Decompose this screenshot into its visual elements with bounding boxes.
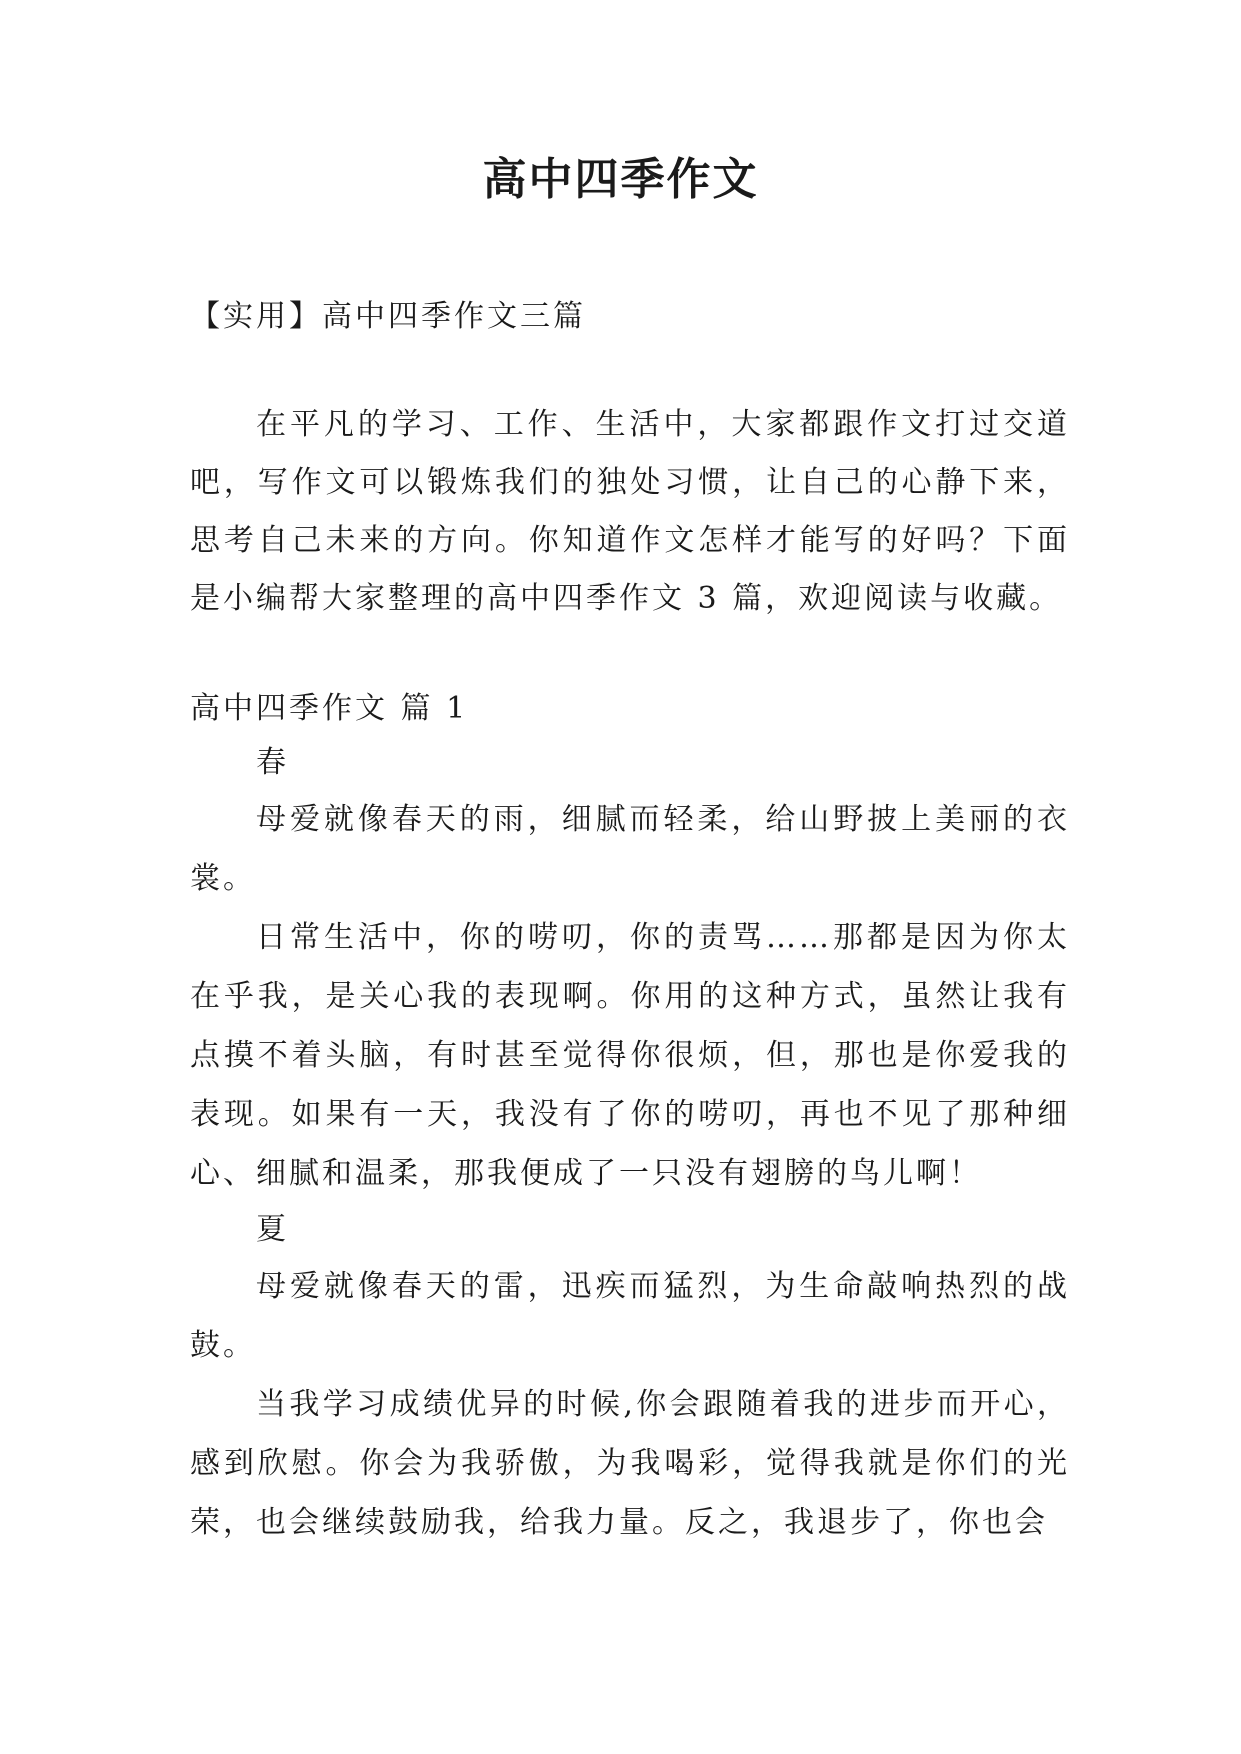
- summer-paragraph-2: 当我学习成绩优异的时候,你会跟随着我的进步而开心，感到欣慰。你会为我骄傲，为我喝彩，觉得我就是你们的光荣，也会继续鼓励我，给我力量。反之，我退步了，你也会: [190, 1387, 1070, 1540]
- spring-paragraph-2: 日常生活中，你的唠叨，你的责骂……那都是因为你太在乎我，是关心我的表现啊。你用的这种方式，虽然让我有点摸不着头脑，有时甚至觉得你很烦，但，那也是你爱我的表现。如果有一天，我没有了你的唠叨，再也不见了那种细心、细腻和温柔，那我便成了一只没有翅膀的鸟儿啊！: [190, 920, 1070, 1191]
- spring-label: 春: [256, 745, 289, 780]
- section-heading: 高中四季作文 篇 1: [190, 691, 469, 726]
- intro-paragraph: 在平凡的学习、工作、生活中，大家都跟作文打过交道吧，写作文可以锻炼我们的独处习惯，让自己的心静下来，思考自己未来的方向。你知道作文怎样才能写的好吗？下面是小编帮大家整理的高中四季作文 3 篇，欢迎阅读与收藏。: [190, 407, 1070, 616]
- document-subtitle: 【实用】高中四季作文三篇: [190, 299, 586, 334]
- document-body: [190, 290, 1070, 1552]
- spring-paragraph-1: 母爱就像春天的雨，细腻而轻柔，给山野披上美丽的衣裳。: [190, 802, 1070, 896]
- summer-paragraph-1: 母爱就像春天的雷，迅疾而猛烈，为生命敲响热烈的战鼓。: [190, 1269, 1070, 1363]
- summer-label: 夏: [256, 1212, 289, 1247]
- document-title: 高中四季作文: [482, 154, 759, 205]
